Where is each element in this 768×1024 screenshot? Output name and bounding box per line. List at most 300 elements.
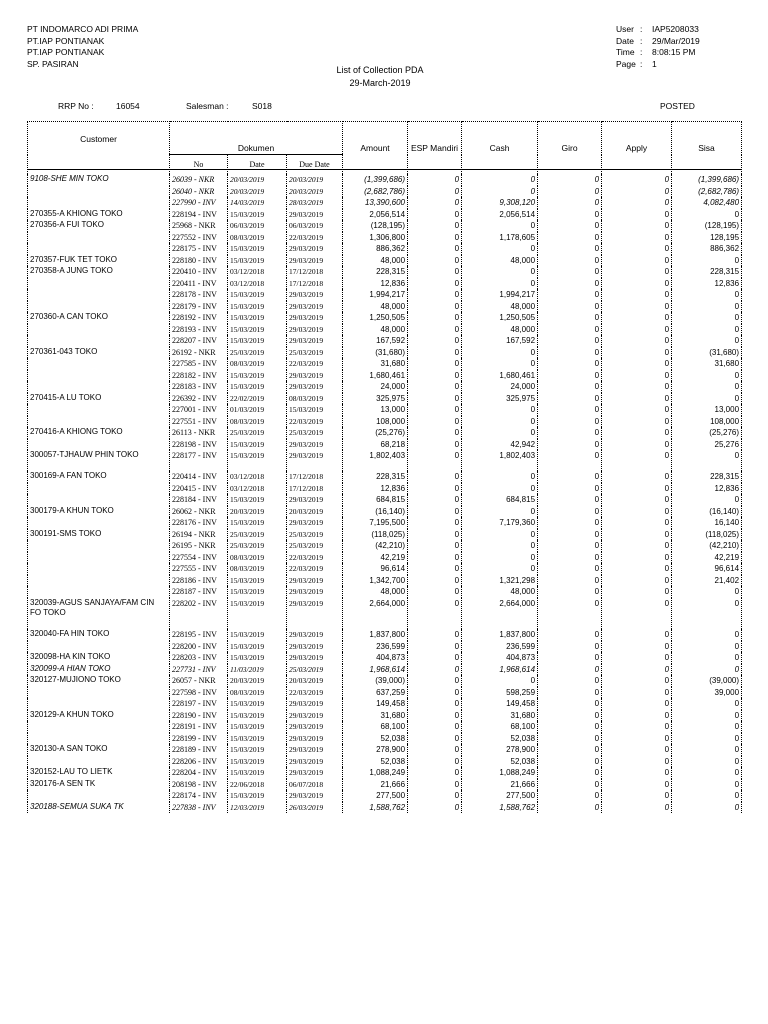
cell-d: 06/03/2019 [228,220,287,232]
cell-a: 48,000 [343,324,408,336]
cell-no: 26192 - NKR [170,347,228,359]
cell-g: 0 [538,802,602,814]
cell-ap: 0 [602,450,672,471]
cell-c [28,698,170,710]
cell-ca: 404,873 [462,652,538,664]
cell-e: 0 [408,664,462,676]
cell-no: 228191 - INV [170,721,228,733]
table-row [28,483,742,495]
cell-g: 0 [538,416,602,428]
report-title: List of Collection PDA [336,65,424,75]
cell-d: 03/12/2018 [228,471,287,483]
cell-c: 300057-TJHAUW PHIN TOKO [28,450,170,471]
cell-a: 12,836 [343,278,408,290]
cell-dd: 17/12/2018 [287,278,343,290]
cell-ap: 0 [602,598,672,630]
cell-ap: 0 [602,416,672,428]
cell-dd: 25/03/2019 [287,347,343,359]
cell-dd: 29/03/2019 [287,289,343,301]
cell-e: 0 [408,790,462,802]
cell-c: 270357-FUK TET TOKO [28,255,170,267]
cell-dd: 29/03/2019 [287,381,343,393]
cell-a: 1,306,800 [343,232,408,244]
cell-ca: 0 [462,220,538,232]
cell-no: 227585 - INV [170,358,228,370]
cell-e: 0 [408,404,462,416]
cell-no: 228175 - INV [170,243,228,255]
meta-sep: : [640,58,643,69]
cell-d: 15/03/2019 [228,733,287,745]
cell-no: 25968 - NKR [170,220,228,232]
cell-g: 0 [538,232,602,244]
cell-e: 0 [408,416,462,428]
cell-d: 20/03/2019 [228,675,287,687]
cell-dd: 29/03/2019 [287,209,343,221]
cell-g: 0 [538,529,602,541]
cell-g: 0 [538,733,602,745]
cell-g: 0 [538,289,602,301]
cell-no: 227552 - INV [170,232,228,244]
cell-ca: 2,664,000 [462,598,538,630]
cell-ap: 0 [602,779,672,791]
cell-ca: 24,000 [462,381,538,393]
cell-c: 300179-A KHUN TOKO [28,506,170,518]
cell-no: 26039 - NKR [170,174,228,186]
cell-g: 0 [538,687,602,699]
cell-g: 0 [538,552,602,564]
cell-s: 0 [672,381,742,393]
cell-e: 0 [408,174,462,186]
salesman-value: S018 [252,101,272,111]
cell-g: 0 [538,427,602,439]
cell-c [28,687,170,699]
table-row [28,721,742,733]
cell-ca: 31,680 [462,710,538,722]
cell-dd: 29/03/2019 [287,733,343,745]
col-amount: Amount [343,122,408,175]
cell-g: 0 [538,721,602,733]
meta-key: Date [616,35,634,46]
table-row [28,790,742,802]
meta-key: Page [616,58,636,69]
cell-ap: 0 [602,652,672,664]
cell-ap: 0 [602,586,672,598]
cell-g: 0 [538,767,602,779]
cell-d: 15/03/2019 [228,324,287,336]
table-row [28,698,742,710]
cell-ca: 48,000 [462,255,538,267]
cell-s: 21,402 [672,575,742,587]
cell-d: 15/03/2019 [228,790,287,802]
cell-d: 15/03/2019 [228,335,287,347]
report-title-block [300,64,460,90]
cell-e: 0 [408,733,462,745]
cell-d: 15/03/2019 [228,517,287,529]
cell-a: 684,815 [343,494,408,506]
cell-s: 0 [672,629,742,641]
cell-a: 96,614 [343,563,408,575]
cell-c [28,404,170,416]
status-badge: POSTED [660,101,695,111]
cell-g: 0 [538,664,602,676]
table-row [28,652,742,664]
cell-dd: 17/12/2018 [287,483,343,495]
cell-g: 0 [538,186,602,198]
cell-dd: 29/03/2019 [287,370,343,382]
cell-dd: 29/03/2019 [287,335,343,347]
cell-no: 26040 - NKR [170,186,228,198]
cell-d: 22/02/2019 [228,393,287,405]
cell-s: 0 [672,710,742,722]
cell-d: 15/03/2019 [228,243,287,255]
cell-ap: 0 [602,494,672,506]
table-row [28,664,742,676]
cell-a: 1,994,217 [343,289,408,301]
cell-dd: 29/03/2019 [287,575,343,587]
cell-s: 96,614 [672,563,742,575]
table-row [28,529,742,541]
cell-s: 0 [672,802,742,814]
cell-g: 0 [538,675,602,687]
cell-dd: 20/03/2019 [287,506,343,518]
cell-dd: 29/03/2019 [287,744,343,756]
cell-d: 15/03/2019 [228,312,287,324]
cell-a: 236,599 [343,641,408,653]
cell-c [28,494,170,506]
cell-e: 0 [408,370,462,382]
cell-e: 0 [408,393,462,405]
cell-no: 220415 - INV [170,483,228,495]
cell-e: 0 [408,506,462,518]
cell-e: 0 [408,652,462,664]
cell-c: 270358-A JUNG TOKO [28,266,170,278]
cell-d: 15/03/2019 [228,756,287,768]
table-row [28,416,742,428]
cell-dd: 29/03/2019 [287,629,343,641]
cell-ca: 0 [462,416,538,428]
cell-a: (2,682,786) [343,186,408,198]
cell-e: 0 [408,439,462,451]
cell-ca: 48,000 [462,301,538,313]
cell-a: 52,038 [343,733,408,745]
cell-ap: 0 [602,347,672,359]
cell-g: 0 [538,197,602,209]
cell-a: 149,458 [343,698,408,710]
cell-s: 0 [672,335,742,347]
cell-d: 15/03/2019 [228,370,287,382]
cell-s: (2,682,786) [672,186,742,198]
table-row [28,347,742,359]
cell-g: 0 [538,450,602,471]
cell-s: 0 [672,767,742,779]
cell-dd: 20/03/2019 [287,675,343,687]
cell-ca: 1,178,605 [462,232,538,244]
company-line: PT.IAP PONTIANAK [27,35,105,46]
cell-c [28,483,170,495]
cell-a: 21,666 [343,779,408,791]
table-row [28,586,742,598]
cell-c [28,278,170,290]
cell-e: 0 [408,698,462,710]
cell-no: 227551 - INV [170,416,228,428]
cell-c [28,186,170,198]
cell-dd: 29/03/2019 [287,255,343,267]
col-date: Date [228,155,287,175]
cell-s: 0 [672,698,742,710]
cell-no: 227838 - INV [170,802,228,814]
cell-g: 0 [538,779,602,791]
cell-g: 0 [538,220,602,232]
cell-d: 15/03/2019 [228,767,287,779]
cell-ca: 1,088,249 [462,767,538,779]
cell-dd: 25/03/2019 [287,540,343,552]
table-body [28,174,742,813]
cell-g: 0 [538,301,602,313]
cell-no: 228180 - INV [170,255,228,267]
cell-e: 0 [408,641,462,653]
cell-g: 0 [538,471,602,483]
cell-d: 25/03/2019 [228,529,287,541]
cell-dd: 06/03/2019 [287,220,343,232]
cell-e: 0 [408,186,462,198]
cell-s: 0 [672,664,742,676]
cell-ca: 149,458 [462,698,538,710]
table-row [28,517,742,529]
table-row [28,358,742,370]
cell-c: 320040-FA HIN TOKO [28,629,170,641]
table-row [28,370,742,382]
cell-c [28,358,170,370]
cell-no: 227990 - INV [170,197,228,209]
cell-ap: 0 [602,767,672,779]
cell-c [28,243,170,255]
cell-e: 0 [408,563,462,575]
cell-no: 228207 - INV [170,335,228,347]
cell-e: 0 [408,278,462,290]
col-customer: Customer [28,122,170,175]
cell-ap: 0 [602,289,672,301]
cell-s: 0 [672,721,742,733]
cell-ca: 0 [462,529,538,541]
cell-e: 0 [408,744,462,756]
cell-g: 0 [538,381,602,393]
cell-s: 0 [672,450,742,471]
cell-s: (16,140) [672,506,742,518]
cell-ca: 0 [462,358,538,370]
cell-dd: 29/03/2019 [287,324,343,336]
table-row [28,266,742,278]
cell-s: (128,195) [672,220,742,232]
cell-g: 0 [538,790,602,802]
cell-dd: 22/03/2019 [287,552,343,564]
cell-ap: 0 [602,517,672,529]
cell-ap: 0 [602,563,672,575]
cell-a: 2,056,514 [343,209,408,221]
cell-s: 0 [672,255,742,267]
meta-row [616,24,700,36]
cell-ca: 1,680,461 [462,370,538,382]
cell-s: 0 [672,598,742,630]
table-row [28,209,742,221]
cell-no: 228187 - INV [170,586,228,598]
cell-s: 31,680 [672,358,742,370]
cell-ca: 0 [462,552,538,564]
cell-dd: 29/03/2019 [287,641,343,653]
cell-a: 1,968,614 [343,664,408,676]
cell-e: 0 [408,243,462,255]
meta-sep: : [640,47,643,57]
cell-dd: 29/03/2019 [287,598,343,630]
cell-g: 0 [538,744,602,756]
cell-e: 0 [408,540,462,552]
cell-a: (25,276) [343,427,408,439]
cell-s: 0 [672,312,742,324]
cell-c: 270416-A KHIONG TOKO [28,427,170,439]
cell-ap: 0 [602,370,672,382]
cell-c: 320130-A SAN TOKO [28,744,170,756]
cell-a: (16,140) [343,506,408,518]
cell-ap: 0 [602,381,672,393]
cell-d: 15/03/2019 [228,721,287,733]
table-row [28,393,742,405]
cell-c: 320176-A SEN TK [28,779,170,791]
cell-no: 220410 - INV [170,266,228,278]
cell-c [28,301,170,313]
cell-g: 0 [538,312,602,324]
table-row [28,471,742,483]
cell-g: 0 [538,174,602,186]
cell-e: 0 [408,687,462,699]
cell-e: 0 [408,494,462,506]
cell-d: 20/03/2019 [228,506,287,518]
col-apply: Apply [602,122,672,175]
cell-g: 0 [538,278,602,290]
cell-no: 228203 - INV [170,652,228,664]
cell-ap: 0 [602,393,672,405]
cell-e: 0 [408,483,462,495]
company-block [27,24,138,70]
cell-e: 0 [408,324,462,336]
cell-e: 0 [408,586,462,598]
cell-s: 25,276 [672,439,742,451]
cell-c: 320152-LAU TO LIETK [28,767,170,779]
cell-ca: 0 [462,471,538,483]
table-row [28,301,742,313]
meta-key: User [616,24,634,34]
cell-s: 0 [672,209,742,221]
cell-e: 0 [408,779,462,791]
cell-c [28,563,170,575]
cell-d: 08/03/2019 [228,358,287,370]
cell-ca: 42,942 [462,439,538,451]
cell-a: 167,592 [343,335,408,347]
cell-ca: 1,250,505 [462,312,538,324]
cell-no: 26057 - NKR [170,675,228,687]
cell-d: 01/03/2019 [228,404,287,416]
cell-c [28,324,170,336]
cell-dd: 29/03/2019 [287,790,343,802]
cell-ca: 0 [462,347,538,359]
cell-e: 0 [408,427,462,439]
cell-c [28,790,170,802]
cell-no: 228195 - INV [170,629,228,641]
cell-ap: 0 [602,675,672,687]
cell-ap: 0 [602,733,672,745]
cell-ca: 7,179,360 [462,517,538,529]
cell-g: 0 [538,629,602,641]
cell-d: 15/03/2019 [228,629,287,641]
cell-no: 228186 - INV [170,575,228,587]
cell-ca: 0 [462,174,538,186]
meta-value: IAP5208033 [652,24,699,34]
cell-c: 300169-A FAN TOKO [28,471,170,483]
table-row [28,744,742,756]
table-row [28,427,742,439]
meta-value: 1 [652,58,657,69]
cell-e: 0 [408,197,462,209]
table-row [28,450,742,471]
cell-s: 128,195 [672,232,742,244]
cell-e: 0 [408,517,462,529]
cell-dd: 28/03/2019 [287,197,343,209]
table-row [28,733,742,745]
col-no: No [170,155,228,175]
cell-a: 13,000 [343,404,408,416]
cell-s: 0 [672,641,742,653]
cell-no: 208198 - INV [170,779,228,791]
cell-ca: 1,321,298 [462,575,538,587]
cell-e: 0 [408,575,462,587]
cell-s: 4,082,480 [672,197,742,209]
cell-no: 26194 - NKR [170,529,228,541]
cell-a: 278,900 [343,744,408,756]
cell-dd: 29/03/2019 [287,767,343,779]
cell-e: 0 [408,301,462,313]
cell-d: 03/12/2018 [228,266,287,278]
cell-s: 228,315 [672,266,742,278]
cell-c: 270360-A CAN TOKO [28,312,170,324]
cell-ca: 0 [462,483,538,495]
cell-g: 0 [538,243,602,255]
cell-no: 228192 - INV [170,312,228,324]
cell-d: 15/03/2019 [228,494,287,506]
company-line: SP. PASIRAN [27,58,79,69]
table-row [28,289,742,301]
cell-e: 0 [408,358,462,370]
cell-ca: 684,815 [462,494,538,506]
cell-a: 228,315 [343,471,408,483]
cell-c: 270415-A LU TOKO [28,393,170,405]
cell-e: 0 [408,710,462,722]
cell-a: 1,680,461 [343,370,408,382]
cell-e: 0 [408,471,462,483]
cell-s: 0 [672,779,742,791]
cell-g: 0 [538,393,602,405]
col-dokumen: Dokumen [170,122,343,155]
cell-ap: 0 [602,744,672,756]
cell-no: 227598 - INV [170,687,228,699]
cell-e: 0 [408,756,462,768]
cell-d: 15/03/2019 [228,301,287,313]
cell-ap: 0 [602,335,672,347]
meta-row [616,47,700,59]
cell-dd: 20/03/2019 [287,186,343,198]
cell-c: 320188-SEMUA SUKA TK [28,802,170,814]
cell-ca: 325,975 [462,393,538,405]
cell-ap: 0 [602,710,672,722]
cell-c [28,517,170,529]
cell-a: 2,664,000 [343,598,408,630]
